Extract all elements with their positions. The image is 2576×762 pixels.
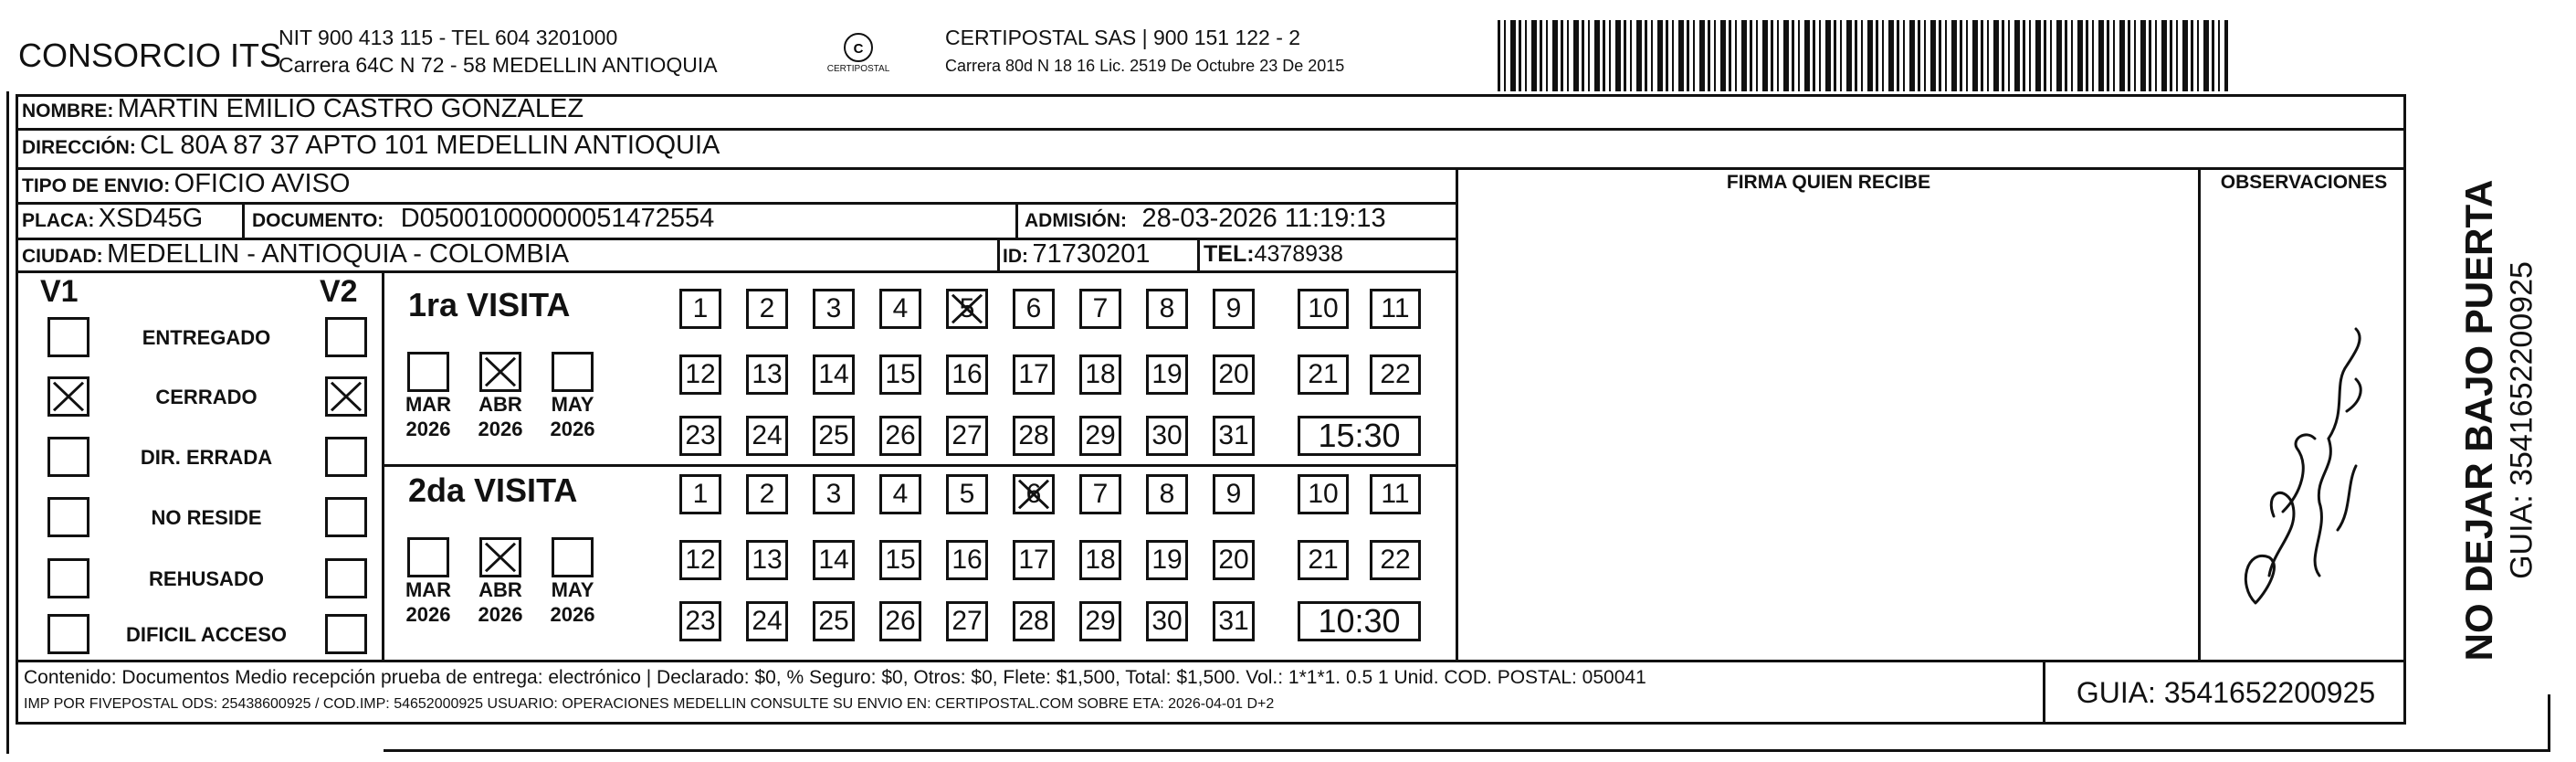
day-box[interactable]: 24 xyxy=(746,416,788,456)
v2-checkbox[interactable] xyxy=(325,497,367,537)
nit-line: NIT 900 413 115 - TEL 604 3201000 xyxy=(279,26,618,49)
address-line: Carrera 64C N 72 - 58 MEDELLIN ANTIOQUIA xyxy=(279,53,718,77)
day-box[interactable]: 11 xyxy=(1370,474,1421,514)
day-box[interactable]: 11 xyxy=(1370,289,1421,329)
courier-logo-text: CERTIPOSTAL xyxy=(826,64,890,74)
day-box[interactable]: 26 xyxy=(879,416,921,456)
svg-text:C: C xyxy=(853,41,864,57)
month-checkbox[interactable] xyxy=(552,352,594,392)
footer-line xyxy=(16,660,2406,662)
day-box[interactable]: 8 xyxy=(1146,474,1188,514)
side-guia: GUIA: 3541652200925 xyxy=(2504,261,2539,579)
v1-checkbox[interactable] xyxy=(47,437,89,477)
direccion-value: CL 80A 87 37 APTO 101 MEDELLIN ANTIOQUIA xyxy=(140,131,720,160)
day-box[interactable]: 1 xyxy=(679,289,721,329)
footer-line1: Contenido: Documentos Medio recepción prueba de entrega: electrónico | Declarado: $0, % Seguro: $0, Otros: $0, Flete: $1,500, Total: $1,500. Vol.: 1*1*1. 0.5 1 Unid. COD. POSTAL: 050041 xyxy=(24,667,1646,688)
day-box[interactable]: 20 xyxy=(1213,540,1255,580)
day-box[interactable]: 2 xyxy=(746,289,788,329)
row-line-5 xyxy=(16,270,1458,273)
day-box[interactable]: 23 xyxy=(679,601,721,641)
v1-checkbox[interactable] xyxy=(47,614,89,654)
footer-guia: GUIA: 3541652200925 xyxy=(2076,676,2376,709)
month-label: MAR xyxy=(405,578,452,601)
company-name: CONSORCIO ITS xyxy=(18,37,282,74)
v2-checkbox[interactable] xyxy=(325,558,367,598)
firma-header: FIRMA QUIEN RECIBE xyxy=(1726,172,1931,193)
visit-time-box[interactable]: 15:30 xyxy=(1298,416,1421,456)
direccion-label: DIRECCIÓN: xyxy=(22,137,136,158)
documento-cell xyxy=(252,204,714,234)
year-label: 2026 xyxy=(405,418,451,440)
day-box[interactable]: 27 xyxy=(946,601,988,641)
day-box[interactable]: 12 xyxy=(679,540,721,580)
day-box[interactable]: 31 xyxy=(1213,416,1255,456)
courier-address: Carrera 80d N 18 16 Lic. 2519 De Octubre 23 De 2015 xyxy=(945,57,1345,75)
day-box[interactable]: 21 xyxy=(1298,355,1349,395)
day-box[interactable]: 7 xyxy=(1079,289,1121,329)
visit-time-box[interactable]: 10:30 xyxy=(1298,601,1421,641)
admision-cell xyxy=(1025,204,1386,234)
status-reason-label: DIR. ERRADA xyxy=(140,446,273,469)
check-x-icon xyxy=(482,355,519,389)
day-box[interactable]: 25 xyxy=(813,601,855,641)
left-edge-line xyxy=(6,91,9,754)
status-reason-label: REHUSADO xyxy=(149,567,264,590)
v1-checkbox[interactable] xyxy=(47,317,89,357)
v2-checkbox[interactable] xyxy=(325,317,367,357)
visit2-title: 2da VISITA xyxy=(408,471,578,509)
id-cell xyxy=(1003,239,1150,270)
day-box[interactable]: 6 xyxy=(1013,289,1055,329)
day-box[interactable]: 20 xyxy=(1213,355,1255,395)
handwritten-signature xyxy=(2219,302,2374,630)
status-reason-label: DIFICIL ACCESO xyxy=(125,623,287,646)
visit1-title: 1ra VISITA xyxy=(408,286,571,323)
id-label: ID: xyxy=(1003,246,1028,267)
day-box[interactable]: 6 xyxy=(1013,474,1055,514)
day-box[interactable]: 21 xyxy=(1298,540,1349,580)
day-box[interactable]: 10 xyxy=(1298,474,1349,514)
month-label: MAR xyxy=(405,393,452,416)
check-x-icon xyxy=(1015,477,1052,512)
tel-cell xyxy=(1204,241,1343,268)
day-box[interactable]: 9 xyxy=(1213,289,1255,329)
month-checkbox[interactable] xyxy=(407,352,449,392)
year-label: 2026 xyxy=(550,418,595,440)
day-box[interactable]: 30 xyxy=(1146,416,1188,456)
day-box[interactable]: 26 xyxy=(879,601,921,641)
placa-cell xyxy=(22,204,203,234)
courier-logo xyxy=(822,29,895,80)
tel-divider xyxy=(1197,238,1200,271)
v1-checkbox[interactable] xyxy=(47,376,89,417)
footer-line2: IMP POR FIVEPOSTAL ODS: 25438600925 / COD.IMP: 54652000925 USUARIO: OPERACIONES MEDELLIN CONSULTE SU ENVIO EN: CERTIPOSTAL.COM SOBRE ETA: 2026-04-01 D+2 xyxy=(24,696,1275,712)
id-divider xyxy=(997,238,1000,271)
day-box[interactable]: 22 xyxy=(1370,540,1421,580)
barcode xyxy=(1498,20,2228,91)
month-checkbox[interactable] xyxy=(552,537,594,577)
tipo-row xyxy=(22,169,350,199)
day-box[interactable]: 22 xyxy=(1370,355,1421,395)
month-checkbox[interactable] xyxy=(479,352,521,392)
month-label: MAY xyxy=(551,393,594,416)
day-box[interactable]: 13 xyxy=(746,540,788,580)
month-checkbox[interactable] xyxy=(407,537,449,577)
day-box[interactable]: 31 xyxy=(1213,601,1255,641)
nombre-value: MARTIN EMILIO CASTRO GONZALEZ xyxy=(117,94,584,123)
year-label: 2026 xyxy=(405,603,451,626)
v2-checkbox[interactable] xyxy=(325,376,367,417)
day-box[interactable]: 17 xyxy=(1013,540,1055,580)
check-x-icon xyxy=(50,379,87,414)
v1-checkbox[interactable] xyxy=(47,497,89,537)
v2-label: V2 xyxy=(320,274,358,309)
day-box[interactable]: 13 xyxy=(746,355,788,395)
day-box[interactable]: 19 xyxy=(1146,355,1188,395)
day-box[interactable]: 5 xyxy=(946,289,988,329)
month-checkbox[interactable] xyxy=(479,537,521,577)
right-edge-line xyxy=(2548,694,2550,752)
day-box[interactable]: 15 xyxy=(879,540,921,580)
observaciones-header: OBSERVACIONES xyxy=(2220,172,2388,193)
status-reason-label: CERRADO xyxy=(155,386,258,408)
day-box[interactable]: 10 xyxy=(1298,289,1349,329)
v2-checkbox[interactable] xyxy=(325,614,367,654)
admision-divider xyxy=(1015,202,1018,238)
day-box[interactable]: 5 xyxy=(946,474,988,514)
tel-label: TEL: xyxy=(1204,241,1255,267)
row-line-2 xyxy=(16,167,2406,170)
month-label: ABR xyxy=(478,578,522,601)
ciudad-value: MEDELLIN - ANTIOQUIA - COLOMBIA xyxy=(107,239,570,269)
day-box[interactable]: 14 xyxy=(813,540,855,580)
year-label: 2026 xyxy=(478,603,523,626)
year-label: 2026 xyxy=(478,418,523,440)
tipo-value: OFICIO AVISO xyxy=(173,169,351,198)
day-box[interactable]: 9 xyxy=(1213,474,1255,514)
v1-checkbox[interactable] xyxy=(47,558,89,598)
tipo-label: TIPO DE ENVIO: xyxy=(22,175,171,196)
day-box[interactable]: 28 xyxy=(1013,601,1055,641)
obs-divider xyxy=(2198,167,2201,661)
signature-scribble-icon xyxy=(2219,302,2374,630)
month-label: ABR xyxy=(478,393,522,416)
status-reason-label: NO RESIDE xyxy=(151,506,262,529)
v1-label: V1 xyxy=(40,274,79,309)
visit-divider xyxy=(382,464,1457,467)
check-x-icon xyxy=(949,291,985,326)
day-box[interactable]: 14 xyxy=(813,355,855,395)
placa-value: XSD45G xyxy=(98,204,204,233)
nombre-label: NOMBRE: xyxy=(22,101,114,122)
day-box[interactable]: 15 xyxy=(879,355,921,395)
day-box[interactable]: 12 xyxy=(679,355,721,395)
nombre-row xyxy=(22,94,584,124)
day-box[interactable]: 4 xyxy=(879,474,921,514)
day-box[interactable]: 18 xyxy=(1079,540,1121,580)
day-box[interactable]: 7 xyxy=(1079,474,1121,514)
day-box[interactable]: 24 xyxy=(746,601,788,641)
documento-value: D05001000000051472554 xyxy=(400,204,715,233)
day-box[interactable]: 17 xyxy=(1013,355,1055,395)
day-box[interactable]: 29 xyxy=(1079,416,1121,456)
id-value: 71730201 xyxy=(1032,239,1151,269)
ciudad-cell xyxy=(22,239,569,270)
check-x-icon xyxy=(482,540,519,575)
placa-divider xyxy=(242,202,245,238)
check-x-icon xyxy=(328,379,364,414)
day-box[interactable]: 1 xyxy=(679,474,721,514)
admision-label: ADMISIÓN: xyxy=(1025,210,1127,231)
month-label: MAY xyxy=(551,578,594,601)
footer-guia-divider xyxy=(2043,660,2045,725)
tel-value: 4378938 xyxy=(1254,241,1343,267)
bottom-edge-line xyxy=(384,749,2548,752)
day-box[interactable]: 3 xyxy=(813,474,855,514)
day-box[interactable]: 27 xyxy=(946,416,988,456)
day-box[interactable]: 25 xyxy=(813,416,855,456)
day-box[interactable]: 3 xyxy=(813,289,855,329)
documento-label: DOCUMENTO: xyxy=(252,210,384,231)
placa-label: PLACA: xyxy=(22,210,95,231)
day-box[interactable]: 16 xyxy=(946,355,988,395)
day-box[interactable]: 16 xyxy=(946,540,988,580)
day-box[interactable]: 29 xyxy=(1079,601,1121,641)
firma-divider xyxy=(1456,167,1458,661)
ciudad-label: CIUDAD: xyxy=(22,246,103,267)
day-box[interactable]: 2 xyxy=(746,474,788,514)
v2-checkbox[interactable] xyxy=(325,437,367,477)
day-box[interactable]: 23 xyxy=(679,416,721,456)
courier-line: CERTIPOSTAL SAS | 900 151 122 - 2 xyxy=(945,26,1301,49)
day-box[interactable]: 30 xyxy=(1146,601,1188,641)
admision-value: 28-03-2026 11:19:13 xyxy=(1141,204,1386,233)
day-box[interactable]: 4 xyxy=(879,289,921,329)
day-box[interactable]: 8 xyxy=(1146,289,1188,329)
day-box[interactable]: 19 xyxy=(1146,540,1188,580)
direccion-row xyxy=(22,131,720,161)
side-warning: NO DEJAR BAJO PUERTA xyxy=(2457,179,2500,661)
day-box[interactable]: 28 xyxy=(1013,416,1055,456)
status-reason-label: ENTREGADO xyxy=(142,326,271,349)
year-label: 2026 xyxy=(550,603,595,626)
day-box[interactable]: 18 xyxy=(1079,355,1121,395)
